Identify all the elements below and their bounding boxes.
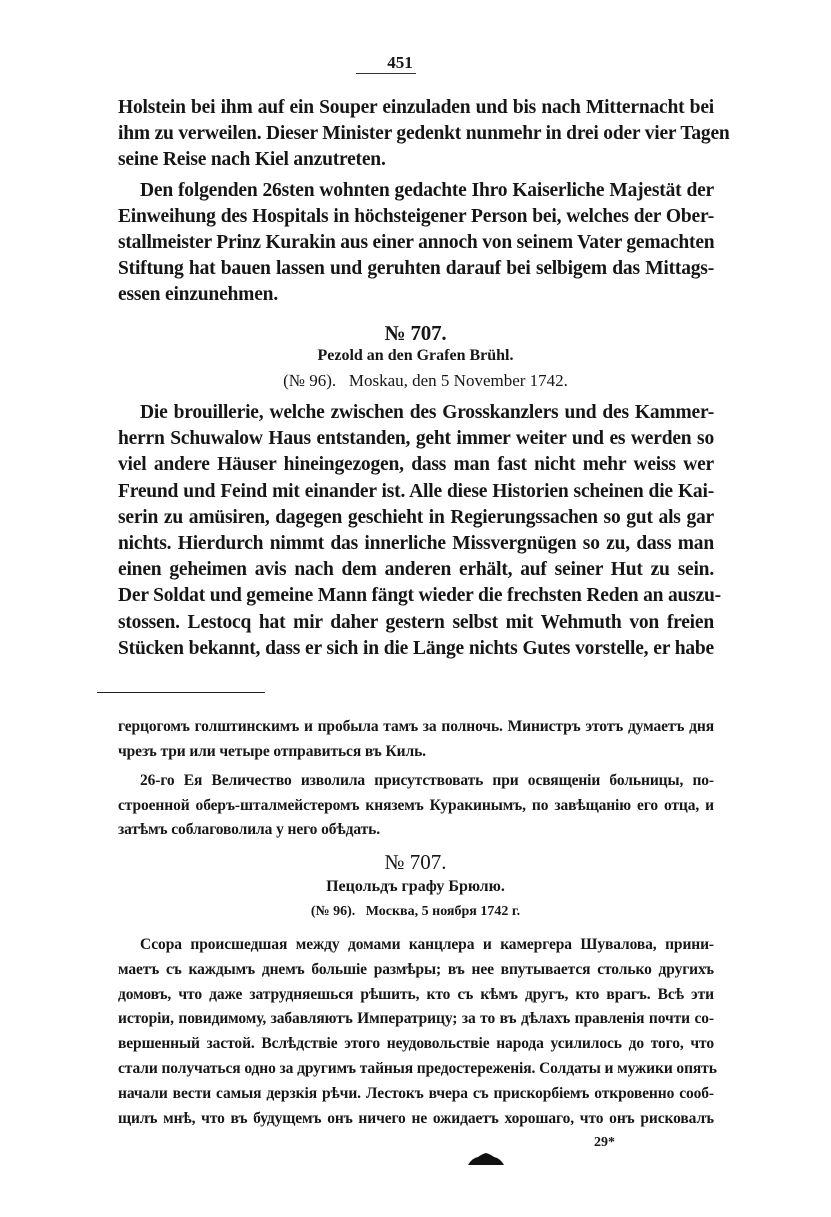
text-line: чрезъ три или четыре отправиться въ Киль.	[118, 742, 426, 760]
footnote-divider	[97, 692, 265, 693]
text-line: маетъ съ каждымъ днемъ большіе размѣры; въ нее впутывается столько другихъ	[118, 960, 714, 978]
text-line: Stücken bekannt, dass er sich in die Länge nichts Gutes vorstelle, er habe	[118, 637, 714, 659]
text-line: stossen. Lestocq hat mir daher gestern selbst mit Wehmuth von freien	[118, 611, 714, 633]
german-doc-number: № 707.	[384, 321, 447, 345]
text-line: стали получаться одно за другимъ тайныя предостереженія. Солдаты и мужики опять	[118, 1060, 717, 1077]
text-line: viel andere Häuser hineingezogen, dass man fast nicht mehr weiss wer	[118, 454, 714, 476]
printer-ornament-icon	[466, 1152, 506, 1166]
text-line: 26-го Ея Величество изволила присутствовать при освященіи больницы, по-	[140, 772, 714, 789]
text-line: затѣмъ соблаговолила у него обѣдать.	[118, 821, 380, 838]
text-line: исторіи, повидимому, забавляютъ Императрицу; за то въ дѣлахъ правленія почти со-	[118, 1010, 714, 1028]
text-line: Freund und Feind mit einander ist. Alle diese Historien scheinen die Kai-	[118, 480, 714, 502]
text-line: herrn Schuwalow Haus entstanden, geht immer weiter und es werden so	[118, 428, 714, 450]
russian-doc-date: (№ 96). Москва, 5 ноября 1742 г.	[310, 904, 521, 919]
text-line: serin zu amüsiren, dagegen geschieht in Regierungssachen so gut als gar	[118, 506, 714, 528]
text-line: seine Reise nach Kiel anzutreten.	[118, 149, 386, 170]
page-number: 451	[387, 53, 413, 72]
page-number-rule	[356, 73, 416, 74]
text-line: stallmeister Prinz Kurakin aus einer annoch von seinem Vater gemachten	[118, 232, 715, 253]
german-doc-date: (№ 96). Moskau, den 5 November 1742.	[283, 371, 568, 390]
russian-doc-number: № 707.	[384, 850, 447, 874]
text-line: вершенный застой. Вслѣдствіе этого неудовольствіе народа усилилось до того, что	[118, 1035, 714, 1053]
german-doc-title: Pezold an den Grafen Brühl.	[317, 347, 514, 364]
russian-doc-title: Пецольдъ графу Брюлю.	[326, 878, 505, 895]
text-line: Holstein bei ihm auf ein Souper einzuladen und bis nach Mitternacht bei	[118, 97, 714, 118]
text-line: герцогомъ голштинскимъ и пробыла тамъ за полночь. Министръ этотъ думаетъ дня	[118, 718, 714, 735]
text-line: nichts. Hierdurch nimmt das innerliche Missvergnügen so zu, dass man	[118, 533, 714, 554]
text-line: домовъ, что даже затрудняешься рѣшить, кто съ кѣмъ другъ, кто врагъ. Всѣ эти	[118, 985, 714, 1003]
text-line: Die brouillerie, welche zwischen des Grosskanzlers und des Kammer-	[140, 402, 714, 423]
text-line: Ссора происшедшая между домами канцлера и камергера Шувалова, прини-	[140, 936, 714, 953]
text-line: начали вести самыя дерзкія рѣчи. Лестокъ вчера съ прискорбіемъ откровенно сооб-	[118, 1084, 714, 1102]
text-line: Stiftung hat bauen lassen und geruhten darauf bei selbigem das Mittags-	[118, 258, 714, 279]
text-line: Der Soldat und gemeine Mann fängt wieder die frechsten Reden an auszu-	[118, 585, 721, 607]
text-line: einen geheimen avis nach dem anderen erhält, auf seiner Hut zu sein.	[118, 559, 714, 581]
text-line: Den folgenden 26sten wohnten gedachte Ihro Kaiserliche Majestät der	[140, 180, 714, 201]
text-line: ihm zu verweilen. Dieser Minister gedenkt nunmehr in drei oder vier Tagen	[118, 123, 730, 144]
text-line: Einweihung des Hospitals in höchsteigener Person bei, welches der Ober-	[118, 206, 714, 227]
text-line: essen einzunehmen.	[118, 284, 278, 305]
text-line: строенной оберъ-шталмейстеромъ княземъ Куракинымъ, по завѣщанію его отца, и	[118, 796, 714, 814]
text-line: щилъ мнѣ, что въ будущемъ онъ ничего не ожидаетъ хорошаго, что онъ рисковалъ	[118, 1109, 714, 1127]
signature-mark: 29*	[594, 1135, 615, 1150]
